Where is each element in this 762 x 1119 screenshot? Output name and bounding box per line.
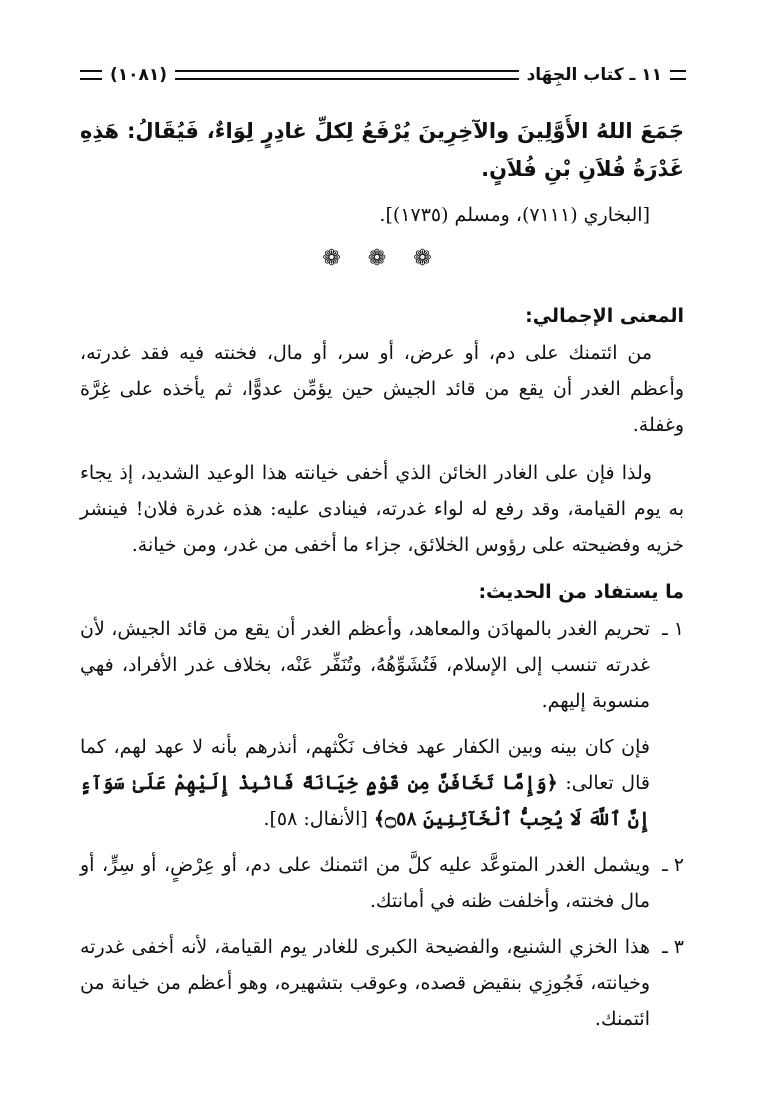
chapter-title: ١١ ـ كتاب الجِهَاد [526, 65, 662, 85]
header-rule-right [670, 70, 686, 80]
list-item [80, 929, 684, 1037]
list-item-text: تحريم الغدر بالمهادَن والمعاهد، وأعظم الغدر أن يقع من قائد الجيش، لأن غدرته تنسب إلى الإسلام، فَتُشَوِّهُهُ، وتُنَفِّر عَنْه، بخلاف غدر الأفراد، فهي منسوبة إليهم. [80, 618, 650, 712]
hadith-source: [البخاري (٧١١١)، ومسلم (١٧٣٥)]. [379, 204, 650, 226]
list-item [80, 611, 684, 719]
running-header [80, 62, 686, 88]
paragraph: من ائتمنك على دم، أو عرض، أو سر، أو مال، فخنته فيه فقد غدرته، وأعظم الغدر أن يقع من قائد الجيش حين يؤمِّن عدوًّا، ثم يأخذه على غِرَّة وغفلة. [80, 342, 684, 436]
header-rule-left [80, 70, 102, 80]
hadith-text: جَمَعَ اللهُ الأَوَّلِينَ والآخِرِينَ يُرْفَعُ لِكلِّ غادِرٍ لِوَاءٌ، فَيُقَالُ: هَذِهِ غَدْرَةُ فُلاَنِ بْنِ فُلاَنٍ. [80, 119, 684, 181]
page-body [80, 112, 684, 1047]
header-rule [175, 70, 519, 80]
list-item [80, 847, 684, 919]
quran-reference: [الأنفال: ٥٨]. [263, 808, 368, 830]
list-item-number: ٢ ـ [662, 854, 684, 876]
page-number: (١٠٨١) [110, 65, 168, 85]
quran-intro: فإن كان بينه وبين الكفار عهد فخاف نَكْثهم، أنذرهم بأنه لا عهد لهم، كما قال تعالى: [80, 736, 650, 794]
quran-verse: ﴿وَإِمَّا تَخَافَنَّ مِن قَوْمٍ خِيَانَةً فَانۢبِذْ إِلَيْهِمْ عَلَىٰ سَوَآءٍ إِنَّ ٱللَّهَ لَا يُحِبُّ ٱلْخَآئِنِينَ ۝٥٨﴾ [80, 772, 650, 830]
paragraph: ولذا فإن على الغادر الخائن الذي أخفى خيانته هذا الوعيد الشديد، إذ يجاء به يوم القيامة، وقد رفع له لواء غدرته، فينادى عليه: هذه غدرة فلان! فينشر خزيه وفضيحته على رؤوس الخلائق، جزاء ما أخفى من غدر، ومن خيانة. [80, 462, 684, 556]
list-item-text: هذا الخزي الشنيع، والفضيحة الكبرى للغادر يوم القيامة، لأنه أخفى غدرته وخيانته، فَجُوزِي بنقيض قصده، وعوقب بتشهيره، وهو أعظم من خيانة من ائتمنك. [80, 936, 650, 1030]
list-item-text: ويشمل الغدر المتوعَّد عليه كلَّ من ائتمنك على دم، أو عِرْضٍ، أو سِرٍّ، أو مال فخنته، وأخلفت ظنه في أمانتك. [80, 854, 650, 912]
ornament-divider: ❁ ❁ ❁ [322, 246, 442, 271]
section-heading-general-meaning: المعنى الإجمالي: [525, 305, 684, 327]
section-heading-lessons: ما يستفاد من الحديث: [478, 581, 684, 603]
quran-citation-paragraph [80, 729, 650, 837]
list-item-number: ٣ ـ [662, 936, 684, 958]
list-item-number: ١ ـ [662, 618, 684, 640]
